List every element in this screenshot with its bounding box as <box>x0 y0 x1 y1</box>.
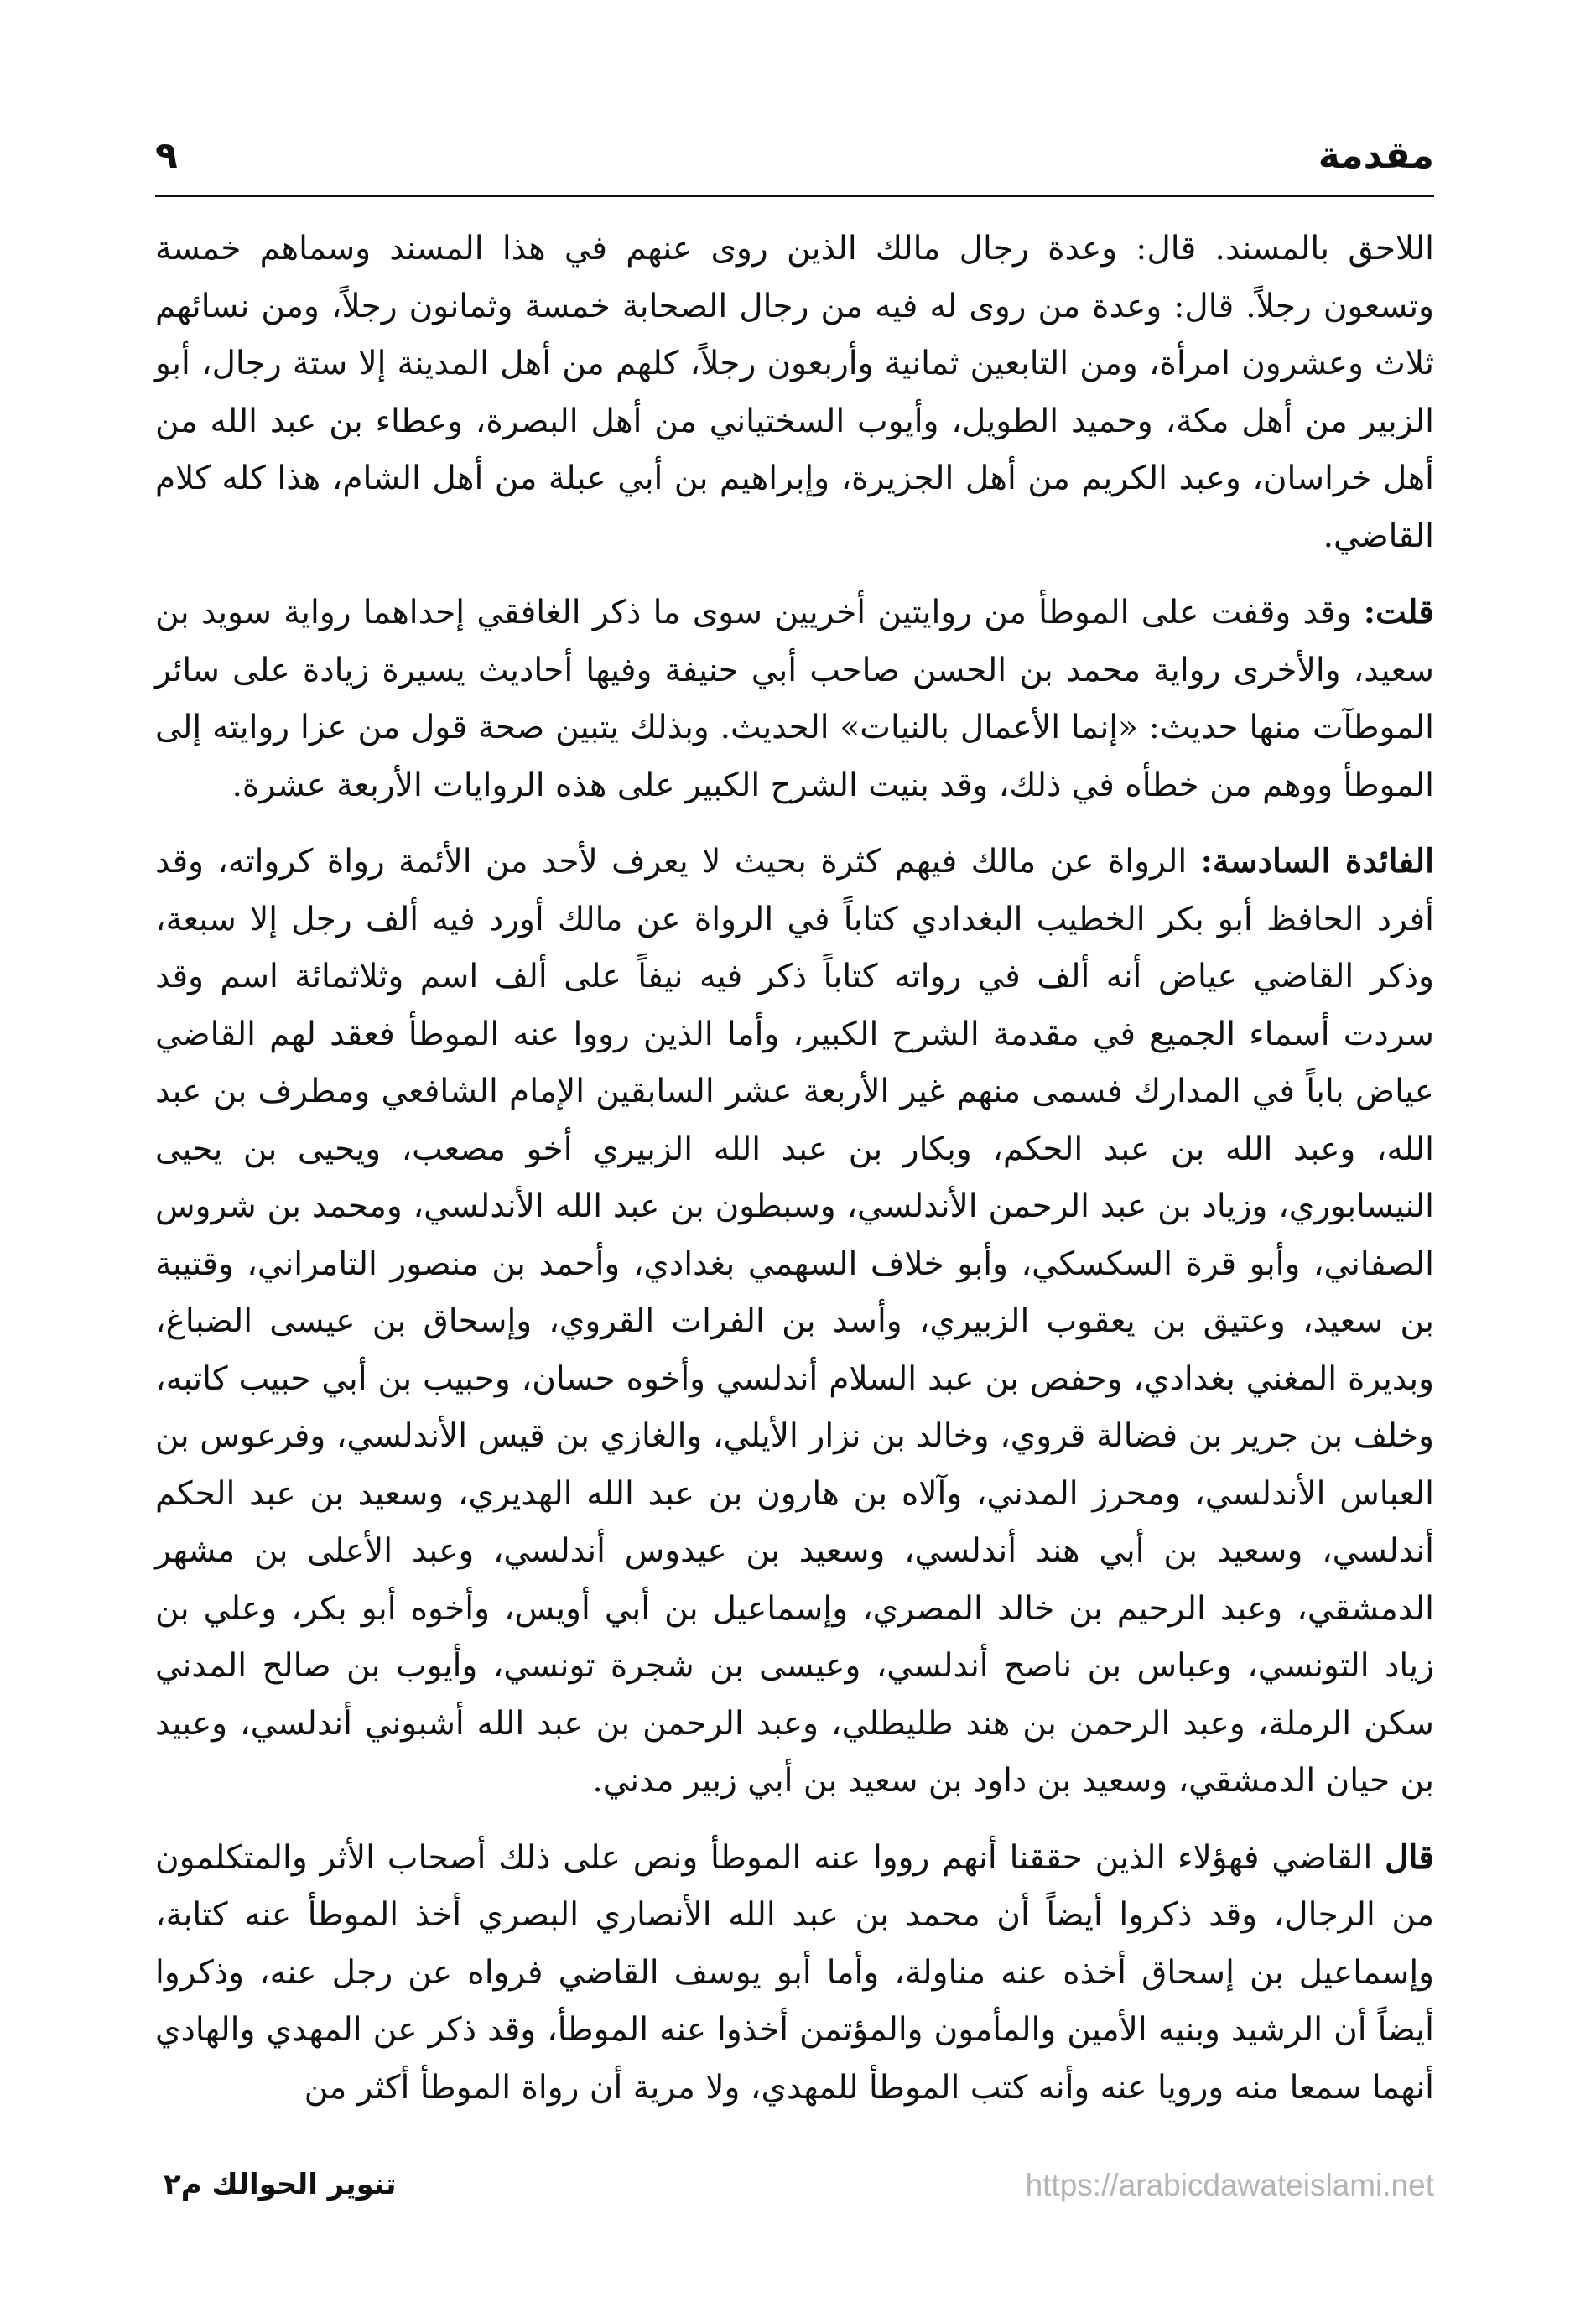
paragraph-3 <box>155 833 1434 1811</box>
paragraph-lead: قلت: <box>1363 593 1434 631</box>
paragraph-4 <box>155 1829 1434 2118</box>
paragraph-text: اللاحق بالمسند. قال: وعدة رجال مالك الذين روى عنهم في هذا المسند وسماهم خمسة وتسعون رجلاً. قال: وعدة من روى له فيه من رجال الصحابة خمسة وثمانون رجلاً، ومن نسائهم ثلاث وعشرون امرأة، ومن التابعين ثمانية وأربعون رجلاً، كلهم من أهل المدينة إلا ستة رجال، أبو الزبير من أهل مكة، وحميد الطويل، وأيوب السختياني من أهل البصرة، وعطاء بن عبد الله من أهل خراسان، وعبد الكريم من أهل الجزيرة، وإبراهيم بن أبي عبلة من أهل الشام، هذا كله كلام القاضي. <box>155 230 1435 555</box>
paragraph-text: وقد وقفت على الموطأ من روايتين أخريين سوى ما ذكر الغافقي إحداهما رواية سويد بن سعيد، والأخرى رواية محمد بن الحسن صاحب أبي حنيفة وفيها أحاديث يسيرة زيادة على سائر الموطآت منها حديث: «إنما الأعمال بالنيات» الحديث. وبذلك يتبين صحة قول من عزا روايته إلى الموطأ ووهم من خطأه في ذلك، وقد بنيت الشرح الكبير على هذه الروايات الأربعة عشرة. <box>155 594 1434 804</box>
page-header <box>155 134 1434 186</box>
page-number: ٩ <box>155 134 178 177</box>
paragraph-2 <box>155 584 1434 814</box>
paragraph-lead: الفائدة السادسة: <box>1200 842 1434 881</box>
header-rule <box>155 195 1434 197</box>
page-footer <box>155 2168 1434 2218</box>
paragraph-text: الرواة عن مالك فيهم كثرة بحيث لا يعرف لأحد من الأئمة رواة كرواته، وقد أفرد الحافظ أبو بكر الخطيب البغدادي كتاباً في الرواة عن مالك أورد فيه ألف رجل إلا سبعة، وذكر القاضي عياض أنه ألف في رواته كتاباً ذكر فيه نيفاً على ألف اسم وثلاثمائة اسم وقد سردت أسماء الجميع في مقدمة الشرح الكبير، وأما الذين رووا عنه الموطأ فعقد لهم القاضي عياض باباً في المدارك فسمى منهم غير الأربعة عشر السابقين الإمام الشافعي ومطرف بن عبد الله، وعبد الله بن عبد الحكم، وبكار بن عبد الله الزبيري أخو مصعب، ويحيى بن يحيى النيسابوري، وزياد بن عبد الرحمن الأندلسي، وسبطون بن عبد الله الأندلسي، ومحمد بن شروس الصفاني، وأبو قرة السكسكي، وأبو خلاف السهمي بغدادي، وأحمد بن منصور التامراني، وقتيبة بن سعيد، وعتيق بن يعقوب الزبيري، وأسد بن الفرات القروي، وإسحاق بن عيسى الضباغ، وبديرة المغني بغدادي، وحفص بن عبد السلام أندلسي وأخوه حسان، وحبيب بن أبي حبيب كاتبه، وخلف بن جرير بن فضالة قروي، وخالد بن نزار الأيلي، والغازي بن قيس الأندلسي، وفرعوس بن العباس الأندلسي، ومحرز المدني، وآلاه بن هارون بن عبد الله الهديري، وسعيد بن عبد الحكم أندلسي، وسعيد بن أبي هند أندلسي، وسعيد بن عيدوس أندلسي، وعبد الأعلى بن مشهر الدمشقي، وعبد الرحيم بن خالد المصري، وإسماعيل بن أبي أويس، وأخوه أبو بكر، وعلي بن زياد التونسي، وعباس بن ناصح أندلسي، وعيسى بن شجرة تونسي، وأيوب بن صالح المدني سكن الرملة، وعبد الرحمن بن هند طليطلي، وعبد الرحمن بن عبد الله أشبوني أندلسي، وعبيد بن حيان الدمشقي، وسعيد بن داود بن سعيد بن أبي زبير مدني. <box>155 843 1434 1800</box>
paragraph-text: القاضي فهؤلاء الذين حققنا أنهم رووا عنه الموطأ ونص على ذلك أصحاب الأثر والمتكلمون من الرجال، وقد ذكروا أيضاً أن محمد بن عبد الله الأنصاري البصري أخذ الموطأ عنه كتابة، وإسماعيل بن إسحاق أخذه عنه مناولة، وأما أبو يوسف القاضي فرواه عن رجل عنه، وذكروا أيضاً أن الرشيد وبنيه الأمين والمأمون والمؤتمن أخذوا عنه الموطأ، وقد ذكر عن المهدي والهادي أنهما سمعا منه ورويا عنه وأنه كتب الموطأ للمهدي، ولا مرية أن رواة الموطأ أكثر من <box>155 1838 1434 2107</box>
paragraph-1 <box>155 220 1434 565</box>
watermark-url: https://arabicdawateislami.net <box>1025 2168 1434 2202</box>
paragraph-lead: قال <box>1385 1837 1434 1877</box>
book-signature: تنوير الحوالك م٢ <box>164 2168 397 2201</box>
section-title: مقدمة <box>1318 134 1434 177</box>
page-body <box>155 220 1434 2117</box>
